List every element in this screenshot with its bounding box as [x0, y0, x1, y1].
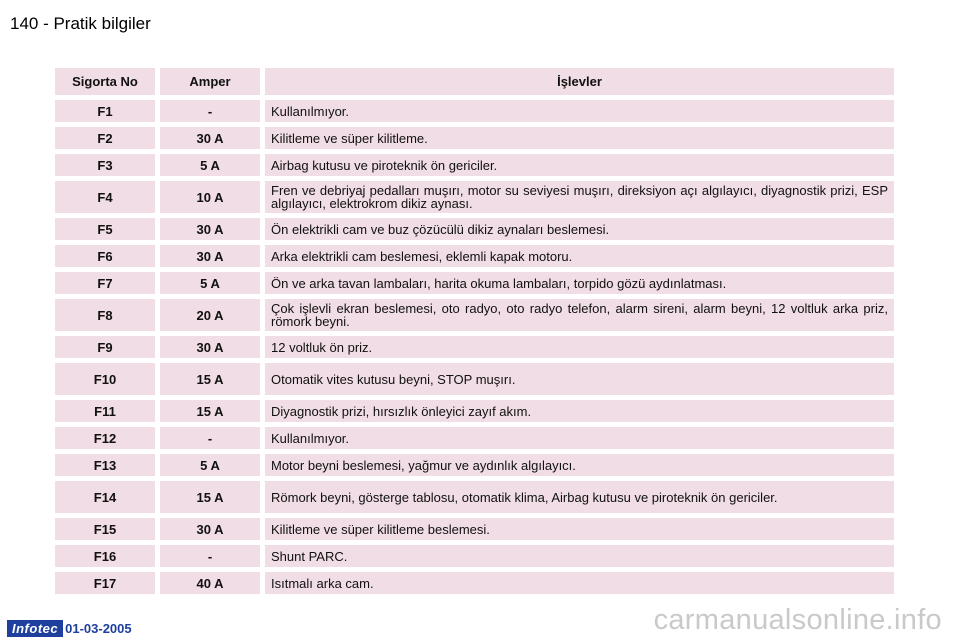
table-row — [55, 427, 894, 449]
fuse-function: Shunt PARC. — [265, 545, 894, 567]
fuse-amperage: - — [160, 427, 260, 449]
fuse-number: F12 — [55, 427, 155, 449]
fuse-function: Airbag kutusu ve piroteknik ön gericiler. — [265, 154, 894, 176]
fuse-number: F1 — [55, 100, 155, 122]
fuse-function: Arka elektrikli cam beslemesi, eklemli kapak motoru. — [265, 245, 894, 267]
fuse-number: F11 — [55, 400, 155, 422]
fuse-function: Otomatik vites kutusu beyni, STOP muşırı. — [265, 363, 894, 395]
table-row — [55, 272, 894, 294]
fuse-function: Isıtmalı arka cam. — [265, 572, 894, 594]
fuse-number: F5 — [55, 218, 155, 240]
fuse-number: F7 — [55, 272, 155, 294]
fuse-number: F8 — [55, 299, 155, 331]
page-title: 140 - Pratik bilgiler — [10, 14, 151, 33]
infotec-logo: Infotec — [7, 620, 63, 637]
column-header-amper: Amper — [160, 68, 260, 95]
fuse-number: F14 — [55, 481, 155, 513]
fuse-amperage: 40 A — [160, 572, 260, 594]
fuse-amperage: 15 A — [160, 363, 260, 395]
fuse-amperage: 10 A — [160, 181, 260, 213]
fuse-table — [50, 63, 899, 599]
watermark: carmanualsonline.info — [653, 604, 942, 636]
fuse-function: Römork beyni, gösterge tablosu, otomatik klima, Airbag kutusu ve piroteknik ön gericiler. — [265, 481, 894, 513]
fuse-number: F10 — [55, 363, 155, 395]
table-row — [55, 245, 894, 267]
fuse-number: F3 — [55, 154, 155, 176]
table-row — [55, 518, 894, 540]
table-row — [55, 127, 894, 149]
fuse-number: F15 — [55, 518, 155, 540]
table-row — [55, 363, 894, 395]
fuse-number: F17 — [55, 572, 155, 594]
table-row — [55, 400, 894, 422]
fuse-amperage: 15 A — [160, 400, 260, 422]
column-header-functions: İşlevler — [265, 68, 894, 95]
fuse-function: Kullanılmıyor. — [265, 100, 894, 122]
table-row — [55, 572, 894, 594]
fuse-amperage: 15 A — [160, 481, 260, 513]
fuse-number: F9 — [55, 336, 155, 358]
fuse-amperage: 5 A — [160, 272, 260, 294]
table-header-row — [55, 68, 894, 95]
fuse-amperage: 30 A — [160, 218, 260, 240]
fuse-number: F6 — [55, 245, 155, 267]
fuse-function: Kullanılmıyor. — [265, 427, 894, 449]
table-row — [55, 481, 894, 513]
footer-brand — [7, 620, 132, 637]
column-header-fuse-no: Sigorta No — [55, 68, 155, 95]
fuse-function: Diyagnostik prizi, hırsızlık önleyici zayıf akım. — [265, 400, 894, 422]
fuse-function: Kilitleme ve süper kilitleme. — [265, 127, 894, 149]
fuse-function: Kilitleme ve süper kilitleme beslemesi. — [265, 518, 894, 540]
fuse-amperage: 5 A — [160, 454, 260, 476]
fuse-function: Fren ve debriyaj pedalları muşırı, motor su seviyesi muşırı, direksiyon açı algılayıcı, diyagnostik prizi, ESP algılayıcı, elektrokrom dikiz aynası. — [265, 181, 894, 213]
fuse-amperage: - — [160, 545, 260, 567]
table-row — [55, 299, 894, 331]
fuse-number: F16 — [55, 545, 155, 567]
fuse-number: F2 — [55, 127, 155, 149]
fuse-function: Motor beyni beslemesi, yağmur ve aydınlık algılayıcı. — [265, 454, 894, 476]
fuse-function: Ön ve arka tavan lambaları, harita okuma lambaları, torpido gözü aydınlatması. — [265, 272, 894, 294]
table-row — [55, 545, 894, 567]
fuse-amperage: 30 A — [160, 518, 260, 540]
fuse-amperage: 30 A — [160, 336, 260, 358]
fuse-function: Ön elektrikli cam ve buz çözücülü dikiz aynaları beslemesi. — [265, 218, 894, 240]
fuse-number: F4 — [55, 181, 155, 213]
table-row — [55, 218, 894, 240]
fuse-amperage: 30 A — [160, 127, 260, 149]
fuse-amperage: - — [160, 100, 260, 122]
footer-date: 01-03-2005 — [65, 621, 132, 636]
table-row — [55, 336, 894, 358]
table-row — [55, 100, 894, 122]
fuse-amperage: 30 A — [160, 245, 260, 267]
fuse-function: 12 voltluk ön priz. — [265, 336, 894, 358]
fuse-function: Çok işlevli ekran beslemesi, oto radyo, oto radyo telefon, alarm sireni, alarm beyni, 12 voltluk arka priz, römork beyni. — [265, 299, 894, 331]
fuse-number: F13 — [55, 454, 155, 476]
fuse-amperage: 20 A — [160, 299, 260, 331]
table-row — [55, 181, 894, 213]
table-row — [55, 454, 894, 476]
fuse-amperage: 5 A — [160, 154, 260, 176]
table-row — [55, 154, 894, 176]
